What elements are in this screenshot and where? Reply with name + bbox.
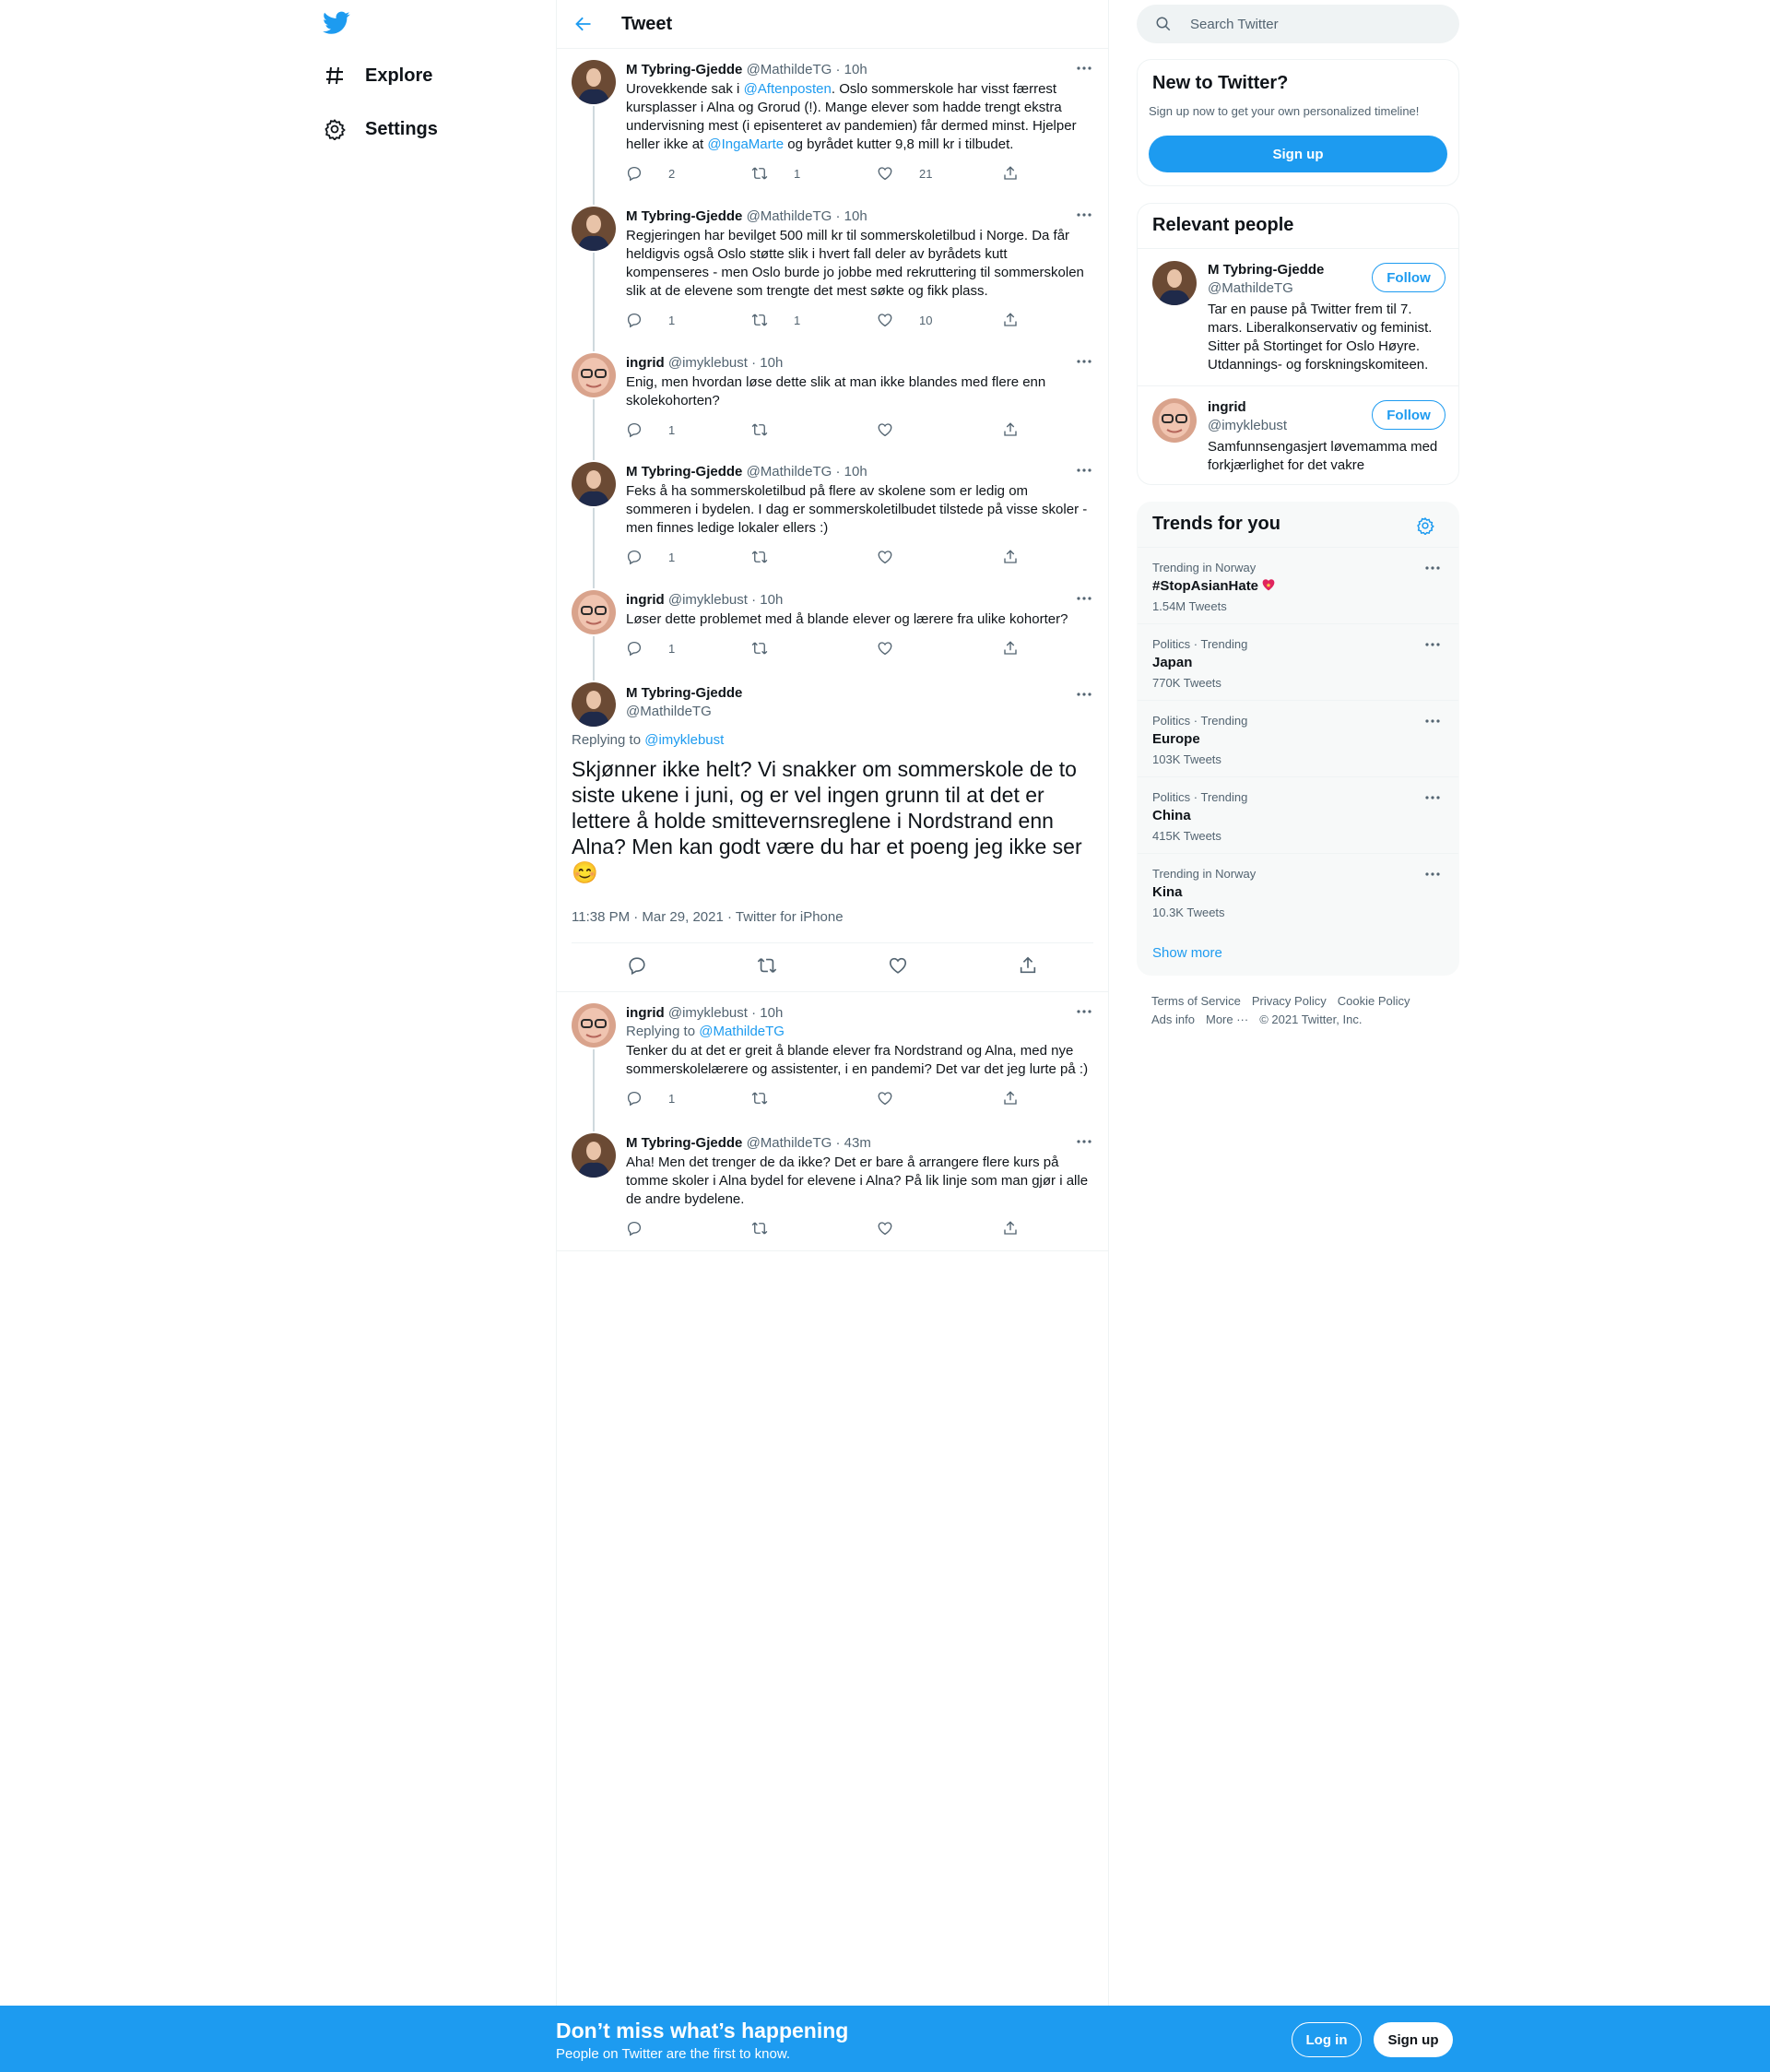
tweet-header: [626, 1131, 1093, 1153]
person-item[interactable]: [1138, 248, 1459, 386]
more-options-icon[interactable]: [1425, 796, 1440, 799]
like-icon: [877, 640, 906, 657]
trend-title-text: Japan: [1152, 655, 1193, 670]
trend-title-text: Europe: [1152, 731, 1200, 747]
card-subtitle: Sign up now to get your own personalized timeline!: [1149, 104, 1420, 118]
gear-icon: [323, 117, 347, 141]
reply-button[interactable]: [626, 312, 751, 328]
more-options-icon[interactable]: [1075, 464, 1093, 477]
tweet-header: [626, 58, 1093, 79]
more-options-icon[interactable]: [1075, 688, 1093, 701]
sign-up-button[interactable]: Sign up: [1374, 2022, 1453, 2057]
replying-to-link[interactable]: @imyklebust: [644, 732, 725, 748]
tweet[interactable]: [557, 1122, 1108, 1251]
footer-links: [1151, 992, 1446, 1029]
reply-icon: [626, 312, 655, 328]
more-options-icon[interactable]: [1425, 872, 1440, 876]
trend-item[interactable]: [1138, 700, 1459, 776]
person-name[interactable]: M Tybring-Gjedde: [1208, 262, 1325, 278]
reply-button[interactable]: [626, 640, 751, 657]
nav-explore-label: Explore: [365, 65, 433, 86]
hashtag-icon: [323, 64, 347, 88]
author-name[interactable]: M Tybring-Gjedde: [626, 208, 743, 224]
tweet-actions: [626, 1083, 1093, 1114]
author-name[interactable]: M Tybring-Gjedde: [626, 464, 743, 480]
trend-tweet-count: 103K Tweets: [1152, 752, 1221, 766]
tweet[interactable]: [557, 579, 1108, 671]
author-handle[interactable]: @MathildeTG: [626, 704, 712, 719]
like-button[interactable]: [877, 1090, 1002, 1107]
trend-tweet-count: 10.3K Tweets: [1152, 906, 1225, 919]
main-column: [556, 0, 1109, 2006]
reply-count: 1: [668, 313, 676, 327]
author-handle[interactable]: @MathildeTG: [746, 1135, 832, 1151]
person-handle[interactable]: @MathildeTG: [1208, 280, 1293, 296]
avatar[interactable]: [572, 60, 616, 104]
tweet-text-segment: Urovekkende sak i: [626, 81, 744, 97]
log-in-button[interactable]: Log in: [1292, 2022, 1362, 2057]
author-name[interactable]: ingrid: [626, 1005, 665, 1021]
retweet-icon: [751, 421, 781, 438]
author-name[interactable]: ingrid: [626, 355, 665, 371]
author-handle[interactable]: @MathildeTG: [746, 62, 832, 77]
new-to-twitter-card: [1137, 59, 1459, 186]
avatar[interactable]: [572, 353, 616, 397]
replying-to-prefix: Replying to: [572, 732, 645, 748]
trend-tweet-count: 1.54M Tweets: [1152, 599, 1227, 613]
card-title: Trends for you: [1152, 514, 1280, 534]
retweet-icon: [751, 1090, 781, 1107]
reply-button[interactable]: [626, 549, 751, 565]
trend-context: Politics · Trending: [1152, 714, 1248, 728]
tweet-time[interactable]: · 10h: [835, 208, 867, 224]
author-handle[interactable]: @MathildeTG: [746, 464, 832, 480]
retweet-button[interactable]: [751, 549, 877, 565]
like-button[interactable]: [877, 312, 1002, 328]
search-input[interactable]: [1190, 17, 1430, 32]
tweet-header: [626, 205, 1093, 226]
tweet-time[interactable]: · 10h: [751, 355, 784, 371]
twitter-logo-icon[interactable]: [323, 11, 350, 35]
replying-to-prefix: Replying to: [626, 1024, 700, 1039]
smile-emoji: 😊: [572, 860, 598, 884]
author-handle[interactable]: @imyklebust: [667, 1005, 748, 1021]
reply-icon: [626, 421, 655, 438]
tweet[interactable]: [557, 342, 1108, 451]
author-name[interactable]: ingrid: [626, 592, 665, 608]
reply-button[interactable]: [626, 165, 751, 182]
like-count: 10: [919, 313, 933, 327]
share-button[interactable]: [1002, 165, 1030, 182]
like-count: 21: [919, 166, 933, 181]
banner-title: Don’t miss what’s happening: [556, 2019, 849, 2042]
avatar[interactable]: [1152, 398, 1197, 443]
tweet-actions: [626, 1213, 1093, 1244]
replying-to: [626, 1023, 1093, 1041]
tweet-text: Regjeringen har bevilget 500 mill kr til sommerskoletilbud i Norge. Da får heldigvis også Oslo støtte slik i hvert fall deler av byrådets kutt kompenseres - men Oslo burde jo jobbe med rekruttering til sommerskolen slik at de elevene som trengte det mest søkte og fikk plass.: [626, 228, 1084, 299]
tweet-time[interactable]: · 10h: [835, 62, 867, 77]
tweet-actions: [626, 633, 1093, 664]
retweet-button[interactable]: [751, 165, 877, 182]
more-options-icon[interactable]: [1075, 208, 1093, 221]
author-handle[interactable]: @imyklebust: [667, 592, 748, 608]
terms-link[interactable]: Terms of Service: [1151, 994, 1241, 1008]
reply-icon[interactable]: [627, 955, 647, 976]
avatar[interactable]: [572, 207, 616, 251]
tweet-time[interactable]: · 43m: [835, 1135, 871, 1151]
avatar[interactable]: [572, 682, 616, 727]
trend-title: [1152, 655, 1192, 670]
trend-context: Politics · Trending: [1152, 790, 1248, 804]
more-options-icon[interactable]: [1425, 719, 1440, 723]
card-title: New to Twitter?: [1152, 73, 1289, 93]
focused-tweet: [557, 671, 1108, 992]
more-options-icon[interactable]: [1425, 566, 1440, 570]
back-arrow-icon[interactable]: [568, 8, 599, 40]
banner-subtitle: People on Twitter are the first to know.: [556, 2046, 791, 2062]
retweet-button[interactable]: [751, 1090, 877, 1107]
share-button[interactable]: [1002, 640, 1030, 657]
show-more-link[interactable]: Show more: [1152, 945, 1222, 961]
like-icon: [877, 549, 906, 565]
tweet-text: Løser dette problemet med å blande elever og lærere fra ulike kohorter?: [626, 611, 1068, 627]
follow-button[interactable]: Follow: [1372, 400, 1446, 430]
tweet-text: [626, 80, 1093, 154]
retweet-button[interactable]: [751, 640, 877, 657]
tweet-text: [572, 756, 1097, 885]
retweet-button[interactable]: [751, 312, 877, 328]
like-button[interactable]: [877, 1220, 1002, 1237]
retweet-count: 1: [794, 313, 801, 327]
thread: [557, 49, 1108, 671]
tweet-text: Feks å ha sommerskoletilbud på flere av skolene som er ledig om sommeren i bydelen. I dag er sommerskoletilbudet tilstede på visse skoler - men finnes ledige lokaler ellers :): [626, 483, 1088, 536]
more-options-icon[interactable]: [1075, 1005, 1093, 1018]
copyright: © 2021 Twitter, Inc.: [1259, 1012, 1363, 1026]
trend-tweet-count: 770K Tweets: [1152, 676, 1221, 690]
tweet-time[interactable]: · 10h: [751, 592, 784, 608]
retweet-count: 1: [794, 166, 801, 181]
reply-icon: [626, 1090, 655, 1107]
tweet-time[interactable]: · 10h: [835, 464, 867, 480]
tweet-text-segment: . Oslo sommerskole har visst færrest kursplasser i Alna og Grorud (!). Mange elever som hadde trengt ekstra undervisning mest (i episenteret av pandemien) får dermed minst. Hjelper heller ikke at: [626, 81, 1077, 152]
like-button[interactable]: [877, 640, 1002, 657]
more-options-icon[interactable]: [1075, 355, 1093, 368]
tweet-header: [626, 351, 1093, 373]
more-options-icon[interactable]: [1425, 643, 1440, 646]
reply-icon: [626, 640, 655, 657]
trend-item[interactable]: [1138, 853, 1459, 929]
tweet-actions: [626, 541, 1093, 573]
share-icon: [1002, 640, 1032, 657]
tweet-text: Tenker du at det er greit å blande elever fra Nordstrand og Alna, med nye sommerskolelærere og assistenter, i en pandemi? Det var det jeg lurte på :): [626, 1043, 1089, 1077]
tweet-text-segment: og byrådet kutter 9,8 mill kr i tilbudet.: [784, 136, 1014, 152]
more-link[interactable]: More ···: [1205, 1012, 1249, 1026]
like-icon: [877, 312, 906, 328]
share-icon: [1002, 165, 1032, 182]
share-icon: [1002, 1090, 1032, 1107]
reply-button[interactable]: [626, 1090, 751, 1107]
person-name[interactable]: ingrid: [1208, 399, 1246, 415]
tweet[interactable]: [557, 451, 1108, 579]
trend-title: [1152, 808, 1191, 823]
reply-button[interactable]: [626, 1220, 751, 1237]
privacy-link[interactable]: Privacy Policy: [1251, 994, 1327, 1008]
tweet[interactable]: [557, 49, 1108, 195]
author-handle[interactable]: @MathildeTG: [746, 208, 832, 224]
card-title: Relevant people: [1152, 215, 1294, 235]
sign-up-button[interactable]: Sign up: [1149, 136, 1447, 172]
share-icon: [1002, 1220, 1032, 1237]
more-options-icon[interactable]: [1075, 592, 1093, 605]
search-bar[interactable]: [1137, 5, 1459, 43]
thread-connector: [593, 253, 595, 351]
avatar[interactable]: [572, 590, 616, 634]
avatar[interactable]: [572, 462, 616, 506]
like-button[interactable]: [877, 549, 1002, 565]
retweet-icon: [751, 312, 781, 328]
signup-banner: [0, 2006, 1770, 2072]
trend-title: [1152, 884, 1183, 900]
thread-connector: [593, 1049, 595, 1131]
page-title: Tweet: [621, 13, 673, 34]
share-button[interactable]: [1002, 421, 1030, 438]
reply-count: 1: [668, 641, 676, 656]
more-options-icon[interactable]: [1075, 62, 1093, 75]
like-icon: [877, 1090, 906, 1107]
trend-item[interactable]: [1138, 547, 1459, 623]
author-name[interactable]: M Tybring-Gjedde: [626, 62, 743, 77]
person-handle[interactable]: @imyklebust: [1208, 418, 1288, 433]
tweet-header: [626, 588, 1093, 610]
retweet-icon: [751, 640, 781, 657]
replies: [557, 992, 1108, 1251]
trend-item[interactable]: [1138, 776, 1459, 853]
trend-title-text: Kina: [1152, 884, 1183, 900]
tweet-text: Enig, men hvordan løse dette slik at man ikke blandes med flere enn skolekohorten?: [626, 374, 1046, 408]
follow-button[interactable]: Follow: [1372, 263, 1446, 292]
tweet-actions: [626, 304, 1093, 336]
relevant-people-card: [1137, 203, 1459, 485]
like-button[interactable]: [877, 421, 1002, 438]
nav-explore[interactable]: [323, 57, 432, 94]
retweet-icon: [751, 165, 781, 182]
reply-count: 1: [668, 1091, 676, 1106]
reply-icon: [626, 1220, 655, 1237]
share-button[interactable]: [1002, 1090, 1030, 1107]
author-name[interactable]: M Tybring-Gjedde: [626, 1135, 743, 1151]
replying-to: [572, 732, 724, 748]
share-button[interactable]: [1002, 549, 1030, 565]
reply-icon: [626, 549, 655, 565]
person-bio: Samfunnsengasjert løvemamma med forkjærlighet for det vakre: [1208, 439, 1438, 473]
avatar[interactable]: [1152, 261, 1197, 305]
like-icon: [877, 1220, 906, 1237]
share-button[interactable]: [1002, 312, 1030, 328]
tweet-header: [626, 460, 1093, 481]
more-options-icon[interactable]: [1075, 1135, 1093, 1148]
trend-context: Trending in Norway: [1152, 561, 1257, 574]
nav-settings[interactable]: [323, 111, 438, 148]
like-button[interactable]: [877, 165, 1002, 182]
share-button[interactable]: [1002, 1220, 1030, 1237]
retweet-icon: [751, 1220, 781, 1237]
trend-title-text: China: [1152, 808, 1191, 823]
like-icon[interactable]: [888, 955, 908, 976]
heart-emoji-icon: [1261, 578, 1276, 595]
trend-title-text: #StopAsianHate: [1152, 578, 1259, 594]
author-name[interactable]: M Tybring-Gjedde: [626, 685, 743, 701]
tweet[interactable]: [557, 992, 1108, 1122]
thread-connector: [593, 508, 595, 588]
trends-card: [1137, 502, 1459, 976]
page-header: [557, 0, 1108, 49]
retweet-icon[interactable]: [757, 955, 777, 976]
like-icon: [877, 421, 906, 438]
avatar[interactable]: [572, 1133, 616, 1178]
trend-context: Politics · Trending: [1152, 637, 1248, 651]
retweet-button[interactable]: [751, 421, 877, 438]
retweet-button[interactable]: [751, 1220, 877, 1237]
retweet-icon: [751, 549, 781, 565]
share-icon[interactable]: [1018, 955, 1038, 976]
trend-title: [1152, 578, 1276, 595]
tweet[interactable]: [557, 195, 1108, 342]
tweet-actions: [626, 414, 1093, 445]
tweet-time[interactable]: · 10h: [751, 1005, 784, 1021]
tweet-text-body: Skjønner ikke helt? Vi snakker om sommerskole de to siste ukene i juni, og er vel ingen grunn til at det er lettere å holde smittevernsreglene i Nordstrand enn Alna? Men kan godt være du har et poeng jeg ikke ser: [572, 757, 1082, 858]
trend-tweet-count: 415K Tweets: [1152, 829, 1221, 843]
tweet-text: Aha! Men det trenger de da ikke? Det er bare å arrangere flere kurs på tomme skoler i Alna bydel for elevene i Alna? På lik linje som man gjør i alle de andre bydelene.: [626, 1154, 1089, 1207]
mention-link[interactable]: @IngaMarte: [707, 136, 785, 152]
share-icon: [1002, 421, 1032, 438]
reply-count: 1: [668, 422, 676, 437]
like-icon: [877, 165, 906, 182]
person-bio: Tar en pause på Twitter frem til 7. mars. Liberalkonservativ og feminist. Sitter på Stortinget for Oslo Høyre. Utdannings- og forskningskomiteen.: [1208, 302, 1433, 373]
tweet-timestamp[interactable]: 11:38 PM · Mar 29, 2021 · Twitter for iPhone: [572, 909, 844, 925]
tweet-header: [626, 1001, 1093, 1023]
trend-context: Trending in Norway: [1152, 867, 1257, 881]
share-icon: [1002, 549, 1032, 565]
search-icon: [1155, 16, 1172, 32]
trend-title: [1152, 731, 1200, 747]
reply-button[interactable]: [626, 421, 751, 438]
settings-gear-icon[interactable]: [1416, 516, 1434, 535]
author-handle[interactable]: @imyklebust: [667, 355, 748, 371]
mention-link[interactable]: @Aftenposten: [743, 81, 832, 97]
thread-connector: [593, 106, 595, 205]
ads-info-link[interactable]: Ads info: [1151, 1012, 1195, 1026]
avatar[interactable]: [572, 1003, 616, 1048]
replying-to-link[interactable]: @MathildeTG: [699, 1024, 785, 1039]
tweet-actions: [572, 943, 1093, 988]
cookie-link[interactable]: Cookie Policy: [1337, 994, 1410, 1008]
reply-count: 1: [668, 550, 676, 564]
tweet-actions: [626, 158, 1093, 189]
nav-settings-label: Settings: [365, 118, 438, 139]
person-item[interactable]: [1138, 385, 1459, 485]
share-icon: [1002, 312, 1032, 328]
trend-item[interactable]: [1138, 623, 1459, 700]
reply-icon: [626, 165, 655, 182]
reply-count: 2: [668, 166, 676, 181]
